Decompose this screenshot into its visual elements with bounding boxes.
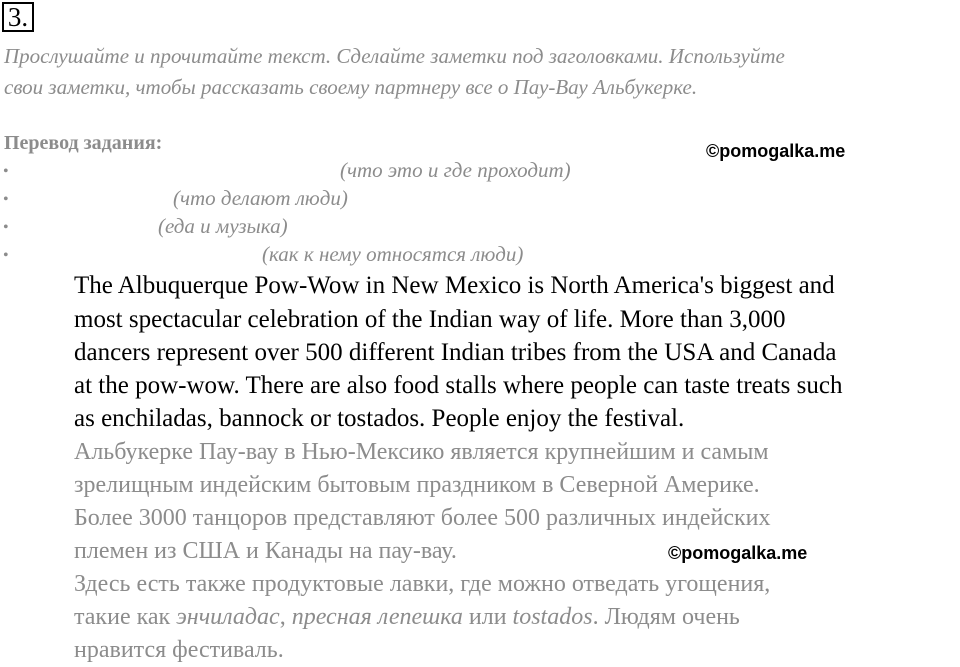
russian-line-6-end: . Людям очень [592,604,740,630]
instruction-line-1: Прослушайте и прочитайте текст. Сделайте заметки под заголовками. Используйте [4,44,785,68]
russian-line-2: зрелищным индейским бытовым праздником в Северной Америке. [74,472,760,498]
bullet-dot-3: • [3,219,9,236]
bullet-item-4: (как к нему относятся люди) [262,242,524,266]
instruction-line-2: свои заметки, чтобы рассказать своему партнеру все о Пау-Вау Альбукерке. [4,75,698,99]
english-line-5: as enchiladas, bannock or tostados. People enjoy the festival. [74,405,685,432]
russian-line-6-comma: , [279,604,292,630]
food-term-bannock: пресная лепешка [291,604,463,630]
russian-line-5: Здесь есть также продуктовые лавки, где можно отведать угощения, [74,571,771,597]
english-line-4: at the pow-wow. There are also food stalls where people can taste treats such [74,372,843,399]
bullet-dot-2: • [3,191,9,208]
russian-line-4: племен из США и Канады на пау-вау. [74,538,457,564]
russian-line-6-or: или [462,604,513,630]
russian-line-7: нравится фестиваль. [74,637,284,663]
english-line-3: dancers represent over 500 different Indian tribes from the USA and Canada [74,339,837,366]
bullet-item-1: (что это и где проходит) [340,158,571,182]
watermark-bottom: ©pomogalka.me [668,543,808,563]
bullet-item-2: (что делают люди) [173,186,348,210]
russian-line-6-start: такие как [74,604,177,630]
translation-heading: Перевод задания: [4,132,163,154]
russian-line-6 [74,604,740,631]
russian-line-3: Более 3000 танцоров представляют более 500 различных индейских [74,505,771,531]
bullet-item-3: (еда и музыка) [158,214,288,238]
task-number: 3. [2,2,34,32]
watermark-top: ©pomogalka.me [706,141,846,161]
food-term-tostados: tostados [512,604,593,630]
english-line-2: most spectacular celebration of the Indian way of life. More than 3,000 [74,306,786,333]
english-line-1: The Albuquerque Pow-Wow in New Mexico is North America's biggest and [74,272,835,299]
bullet-dot-1: • [3,163,9,180]
russian-line-1: Альбукерке Пау-вау в Нью-Мексико является крупнейшим и самым [74,439,769,465]
bullet-dot-4: • [3,247,9,264]
food-term-enchiladas: энчиладас [176,604,280,630]
